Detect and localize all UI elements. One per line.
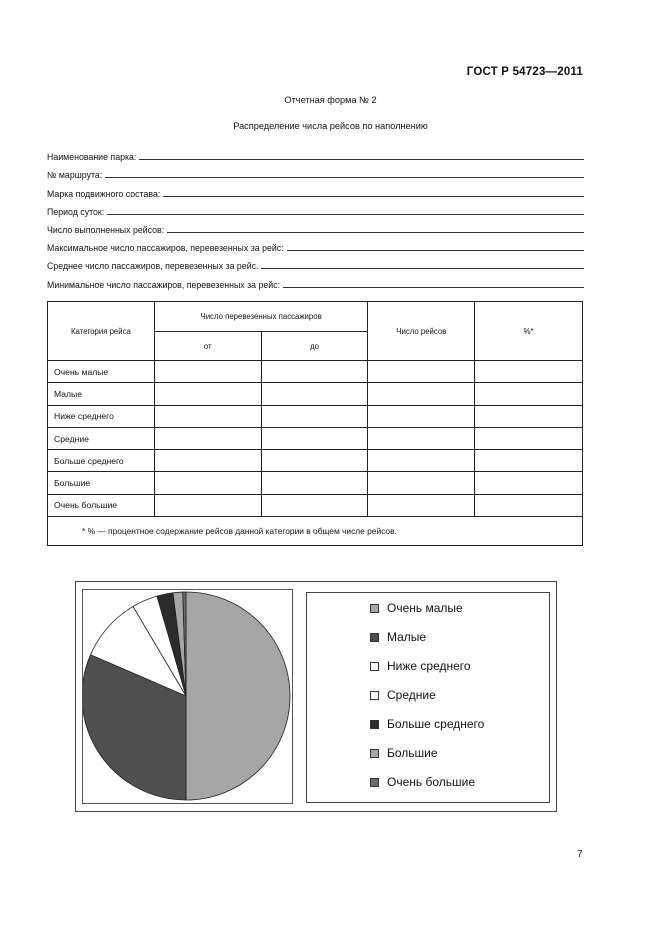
legend-item xyxy=(370,746,438,760)
header-passengers: Число перевезенных пассажиров xyxy=(154,302,368,332)
pie-plot-area xyxy=(82,589,293,804)
header-from: от xyxy=(154,332,261,361)
field-park xyxy=(47,144,584,162)
chart-legend xyxy=(306,592,550,803)
header-to: до xyxy=(261,332,368,361)
row-label: Средние xyxy=(48,427,155,449)
cell-to[interactable] xyxy=(261,494,368,516)
table-row xyxy=(48,427,583,449)
field-period xyxy=(47,199,584,217)
cell-from[interactable] xyxy=(154,472,261,494)
form-subtitle: Распределение числа рейсов по наполнению xyxy=(233,121,428,131)
row-label: Очень большие xyxy=(48,494,155,516)
cell-to[interactable] xyxy=(261,383,368,405)
field-label: Число выполненных рейсов: xyxy=(47,224,165,235)
cell-to[interactable] xyxy=(261,361,368,383)
header-category: Категория рейса xyxy=(48,302,155,361)
legend-label: Ниже среднего xyxy=(387,659,471,673)
field-label: Наименование парка: xyxy=(47,152,137,163)
legend-label: Большие xyxy=(387,746,438,760)
cell-from[interactable] xyxy=(154,361,261,383)
cell-trips[interactable] xyxy=(368,427,475,449)
cell-percent[interactable] xyxy=(475,361,583,383)
table-row xyxy=(48,494,583,516)
legend-swatch xyxy=(370,604,379,613)
cell-trips[interactable] xyxy=(368,405,475,427)
cell-trips[interactable] xyxy=(368,494,475,516)
legend-label: Малые xyxy=(387,630,427,644)
field-label: Период суток: xyxy=(47,206,105,217)
field-label: № маршрута: xyxy=(47,170,103,181)
page-number: 7 xyxy=(577,849,583,860)
pie-slice-1 xyxy=(186,592,290,800)
header-trips: Число рейсов xyxy=(368,302,475,361)
field-label: Максимальное число пассажиров, перевезенных за рейс: xyxy=(47,243,284,254)
row-label: Больше среднего xyxy=(48,450,155,472)
fill-line[interactable] xyxy=(283,277,584,288)
table-row xyxy=(48,361,583,383)
fill-line[interactable] xyxy=(163,186,584,197)
legend-swatch xyxy=(370,720,379,729)
field-trips xyxy=(47,217,584,235)
legend-item xyxy=(370,659,471,673)
legend-item xyxy=(370,601,463,615)
cell-to[interactable] xyxy=(261,472,368,494)
field-avg xyxy=(47,253,584,271)
cell-to[interactable] xyxy=(261,405,368,427)
cell-percent[interactable] xyxy=(475,405,583,427)
cell-percent[interactable] xyxy=(475,427,583,449)
field-route xyxy=(47,162,584,180)
legend-swatch xyxy=(370,633,379,642)
distribution-table xyxy=(47,301,583,546)
fill-line[interactable] xyxy=(105,167,584,178)
legend-label: Больше среднего xyxy=(387,717,485,731)
table-row xyxy=(48,472,583,494)
legend-item xyxy=(370,688,436,702)
cell-to[interactable] xyxy=(261,450,368,472)
form-fields xyxy=(47,144,584,290)
field-label: Минимальное число пассажиров, перевезенных за рейс: xyxy=(47,279,281,290)
table-row xyxy=(48,450,583,472)
fill-line[interactable] xyxy=(287,240,584,251)
fill-line[interactable] xyxy=(107,204,584,215)
cell-trips[interactable] xyxy=(368,383,475,405)
row-label: Малые xyxy=(48,383,155,405)
legend-swatch xyxy=(370,662,379,671)
legend-swatch xyxy=(370,778,379,787)
legend-label: Очень малые xyxy=(387,601,463,615)
row-label: Очень малые xyxy=(48,361,155,383)
legend-item xyxy=(370,630,426,644)
form-title: Отчетная форма № 2 xyxy=(284,95,377,105)
legend-item xyxy=(370,717,484,731)
table-row xyxy=(48,405,583,427)
cell-from[interactable] xyxy=(154,405,261,427)
legend-swatch xyxy=(370,691,379,700)
cell-from[interactable] xyxy=(154,450,261,472)
fill-line[interactable] xyxy=(261,258,584,269)
legend-label: Средние xyxy=(387,688,436,702)
cell-from[interactable] xyxy=(154,427,261,449)
field-min xyxy=(47,271,584,289)
row-label: Большие xyxy=(48,472,155,494)
row-label: Ниже среднего xyxy=(48,405,155,427)
fill-line[interactable] xyxy=(167,222,584,233)
standard-number: ГОСТ Р 54723—2011 xyxy=(466,66,583,78)
cell-percent[interactable] xyxy=(475,383,583,405)
fill-line[interactable] xyxy=(139,149,584,160)
table-footnote: * % — процентное содержание рейсов данной категории в общем числе рейсов. xyxy=(48,517,583,546)
cell-to[interactable] xyxy=(261,427,368,449)
legend-swatch xyxy=(370,749,379,758)
table-row xyxy=(48,383,583,405)
legend-label: Очень большие xyxy=(387,775,476,789)
cell-from[interactable] xyxy=(154,494,261,516)
cell-percent[interactable] xyxy=(475,494,583,516)
pie-chart xyxy=(83,590,292,803)
cell-trips[interactable] xyxy=(368,450,475,472)
field-vehicle xyxy=(47,180,584,198)
cell-from[interactable] xyxy=(154,383,261,405)
cell-trips[interactable] xyxy=(368,361,475,383)
field-label: Среднее число пассажиров, перевезенных за рейс. xyxy=(47,261,259,272)
header-percent: %* xyxy=(475,302,583,361)
field-max xyxy=(47,235,584,253)
legend-item xyxy=(370,775,475,789)
field-label: Марка подвижного состава: xyxy=(47,188,161,199)
cell-percent[interactable] xyxy=(475,450,583,472)
cell-trips[interactable] xyxy=(368,472,475,494)
cell-percent[interactable] xyxy=(475,472,583,494)
